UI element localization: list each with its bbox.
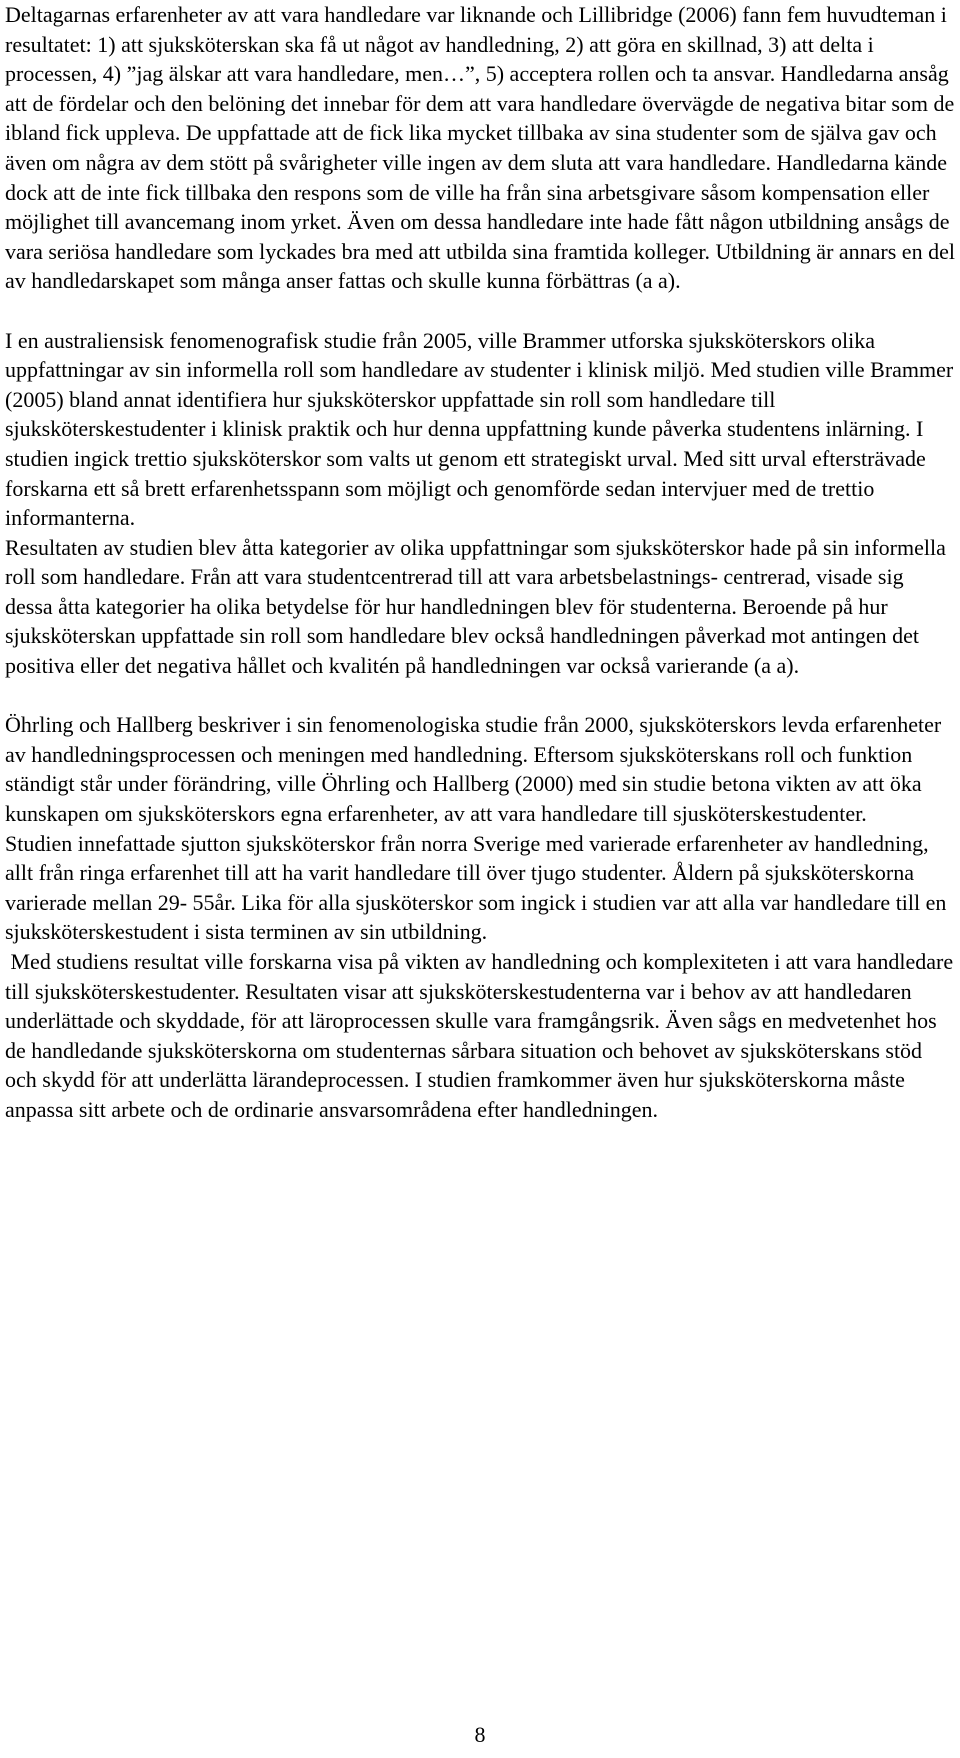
paragraph-lillibridge-results: Deltagarnas erfarenheter av att vara handledare var liknande och Lillibridge (2006) fann fem huvudteman i resultatet: 1) att sjuksköterskan ska få ut något av handledning, 2) att göra en skillnad, 3) att delta i processen, 4) ”jag älskar att vara handledare, men…”, 5) acceptera rollen och ta ansvar. Handledarna ansåg att de fördelar och den belöning det innebar för dem att vara handledare övervägde de negativa bitar som de ibland fick uppleva. De uppfattade att de fick lika mycket tillbaka av sina studenter som de själva gav och även om några av dem stött på svårigheter ville ingen av dem sluta att vara handledare. Handledarna kände dock att de inte fick tillbaka den respons som de ville ha från sina arbetsgivare såsom kompensation eller möjlighet till avancemang inom yrket. Även om dessa handledare inte hade fått någon utbildning ansågs de vara seriösa handledare som lyckades bra med att utbilda sina framtida kolleger. Utbildning är annars en del av handledarskapet som många anser fattas och skulle kunna förbättras (a a).: [5, 2, 960, 294]
paragraph-study-participants: Studien innefattade sjutton sjuksköterskor från norra Sverige med varierade erfarenheter av handledning, allt från ringa erfarenhet till att ha varit handledare till över tjugo studenter. Åldern på sjuksköterskorna varierade mellan 29- 55år. Lika för alla sjusköterskor som ingick i studien var att alla var handledare till en sjuksköterskestudent i sista terminen av sin utbildning.: [5, 830, 952, 945]
paragraph-gap: [5, 681, 955, 711]
paragraph-brammer-results: Resultaten av studien blev åtta kategorier av olika uppfattningar som sjuksköterskor hade på sin informella roll som handledare. Från att vara studentcentrerad till att vara arbetsbelastnings- centrerad, visade sig dessa åtta kategorier ha olika betydelse för hur handledningen blev för studenterna. Beroende på hur sjuksköterskan uppfattade sin roll som handledare blev också handledningen påverkad mot antingen det positiva eller det negativa hållet och kvalitén på handledningen var också varierande (a a).: [5, 534, 952, 679]
paragraph-study-results: Med studiens resultat ville forskarna visa på vikten av handledning och komplexiteten i att vara handledare till sjuksköterskestudenter. Resultaten visar att sjuksköterskestudenterna var i behov av att handledaren underlättade och skyddade, för att läroprocessen skulle vara framgångsrik. Även sågs en medvetenhet hos de handledande sjuksköterskorna om studenternas sårbara situation och behovet av sjuksköterskans stöd och skydd för att underlätta lärandeprocessen. I studien framkommer även hur sjuksköterskorna måste anpassa sitt arbete och de ordinarie ansvarsområdena efter handledningen.: [5, 949, 959, 1122]
paragraph-gap: [5, 296, 955, 326]
document-page: [5, 0, 960, 1125]
page-number: 8: [474, 1722, 486, 1747]
paragraph-ohrling-hallberg-study: Öhrling och Hallberg beskriver i sin fenomenologiska studie från 2000, sjuksköterskors levda erfarenheter av handledningsprocessen och meningen med handledning. Eftersom sjuksköterskans roll och funktion ständigt står under förändring, ville Öhrling och Hallberg (2000) med sin studie betona vikten av att öka kunskapen om sjuksköterskors egna erfarenheter, av att vara handledare till sjusköterskestudenter.: [5, 712, 947, 827]
paragraph-brammer-study: I en australiensisk fenomenografisk studie från 2005, ville Brammer utforska sjuksköterskors olika uppfattningar av sin informella roll som handledare av studenter i klinisk miljö. Med studien ville Brammer (2005) bland annat identifiera hur sjuksköterskor uppfattade sin roll som handledare till sjuksköterskestudenter i klinisk praktik och hur denna uppfattning kunde påverka studentens inlärning. I studien ingick trettio sjuksköterskor som valts ut genom ett strategiskt urval. Med sitt urval eftersträvade forskarna ett så brett erfarenhetsspann som möjligt och genomförde sedan intervjuer med de trettio informanterna.: [5, 327, 959, 531]
